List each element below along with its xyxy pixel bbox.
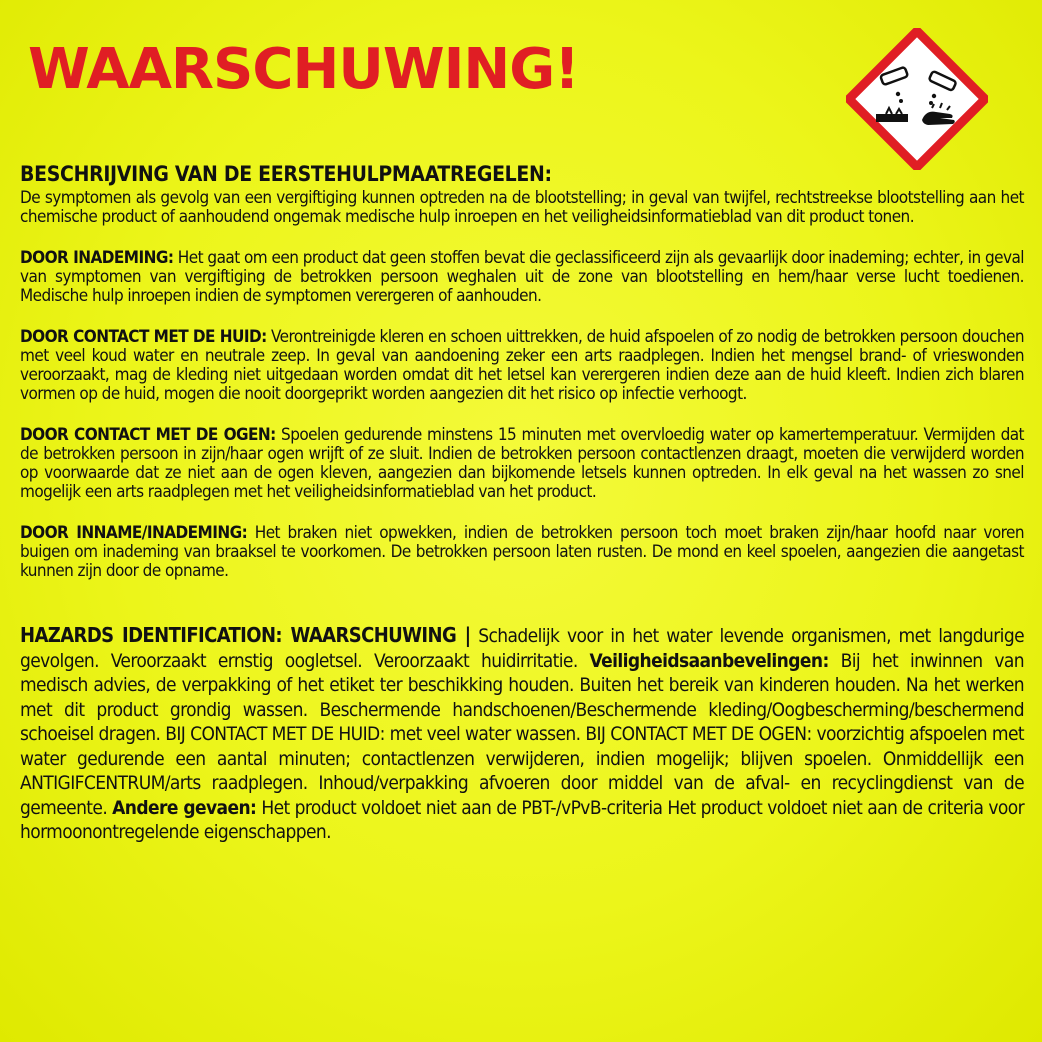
section-label: DOOR CONTACT MET DE HUID:	[20, 327, 267, 347]
first-aid-intro: De symptomen als gevolg van een vergiftiging kunnen optreden na de blootstelling; in geval van twijfel, rechtstreekse blootstelling aan het chemische product of aanhoudend ongemak medische hulp inroepen en het veiligheidsinformatieblad van dit product tonen.	[20, 188, 1024, 227]
section-label: DOOR INNAME/INADEMING:	[20, 523, 248, 543]
section-text: Het braken niet opwekken, indien de betrokken persoon toch moet braken zijn/haar hoofd naar voren buigen om inademing van braaksel te voorkomen. De betrokken persoon laten rusten. De mond en keel spoelen, aangezien die aangetast kunnen zijn door de opname.	[20, 523, 1025, 581]
safety-recommendations-text: Bij het inwinnen van medisch advies, de verpakking of het etiket ter beschikking houden. Buiten het bereik van kinderen houden. Na het werken met dit product grondig wassen. Beschermende handschoenen/Beschermende kleding/Oogbescherming/beschermend schoeisel dragen. BIJ CONTACT MET DE HUID: met veel water wassen. BIJ CONTACT MET DE OGEN: voorzichtig afspoelen met water gedurende een aantal minuten; contactlenzen verwijderen, indien mogelijk; blijven spoelen. Onmiddellijk een ANTIGIFCENTRUM/arts raadplegen. Inhoud/verpakking afvoeren door middel van de afval- en recyclingdienst van de gemeente.	[20, 649, 1024, 819]
section-text: Verontreinigde kleren en schoen uittrekken, de huid afspoelen of zo nodig de betrokken persoon douchen met veel koud water en neutrale zeep. In geval van aandoening zeker een arts raadplegen. Indien het mengsel brand- of vrieswonden veroorzaakt, mag de kleding niet uitgedaan worden omdat dit het letsel kan verergeren indien deze aan de huid kleeft. Indien zich blaren vormen op de huid, mogen die nooit doorgeprikt worden aangezien dit het risico op infectie verhoogt.	[20, 327, 1024, 404]
first-aid-heading: BESCHRIJVING VAN DE EERSTEHULPMAATREGELEN:	[20, 162, 552, 186]
other-hazards-label: Andere gevaen:	[112, 796, 257, 819]
corrosive-hazard-icon	[846, 28, 988, 170]
label-content	[20, 162, 1024, 864]
section-label: DOOR CONTACT MET DE OGEN:	[20, 425, 276, 445]
hazards-statements: Schadelijk voor in het water levende organismen, met langdurige gevolgen. Veroorzaakt ernstig oogletsel. Veroorzaakt huidirritatie.	[20, 625, 1025, 672]
section-label: DOOR INADEMING:	[20, 248, 174, 268]
other-hazards-text: Het product voldoet niet aan de PBT-/vPvB-criteria Het product voldoet niet aan de criteria voor hormoonontregelende eigenschappen.	[20, 796, 1024, 843]
section-inhalation	[20, 249, 1024, 306]
section-eye-contact	[20, 426, 1024, 502]
section-ingestion	[20, 524, 1024, 581]
warning-title: WAARSCHUWING!	[28, 37, 579, 102]
section-skin-contact	[20, 328, 1024, 404]
hazards-identification	[20, 623, 1024, 845]
hazards-heading: HAZARDS IDENTIFICATION: WAARSCHUWING |	[20, 623, 471, 647]
section-text: Spoelen gedurende minstens 15 minuten met overvloedig water op kamertemperatuur. Vermijden dat de betrokken persoon in zijn/haar ogen wrijft of ze sluit. Indien de betrokken persoon contactlenzen draagt, moeten die verwijderd worden op voorwaarde dat ze niet aan de ogen kleven, aangezien dan bijkomende letsels kunnen optreden. In elk geval na het wassen zo snel mogelijk een arts raadplegen met het veiligheidsinformatieblad van het product.	[20, 425, 1024, 502]
section-text: Het gaat om een product dat geen stoffen bevat die geclassificeerd zijn als gevaarlijk door inademing; echter, in geval van symptomen van vergiftiging de betrokken persoon weghalen uit de zone van blootstelling en hem/haar verse lucht toedienen. Medische hulp inroepen indien de symptomen verergeren of aanhouden.	[20, 248, 1025, 306]
safety-recommendations-label: Veiligheidsaanbevelingen:	[589, 649, 829, 672]
